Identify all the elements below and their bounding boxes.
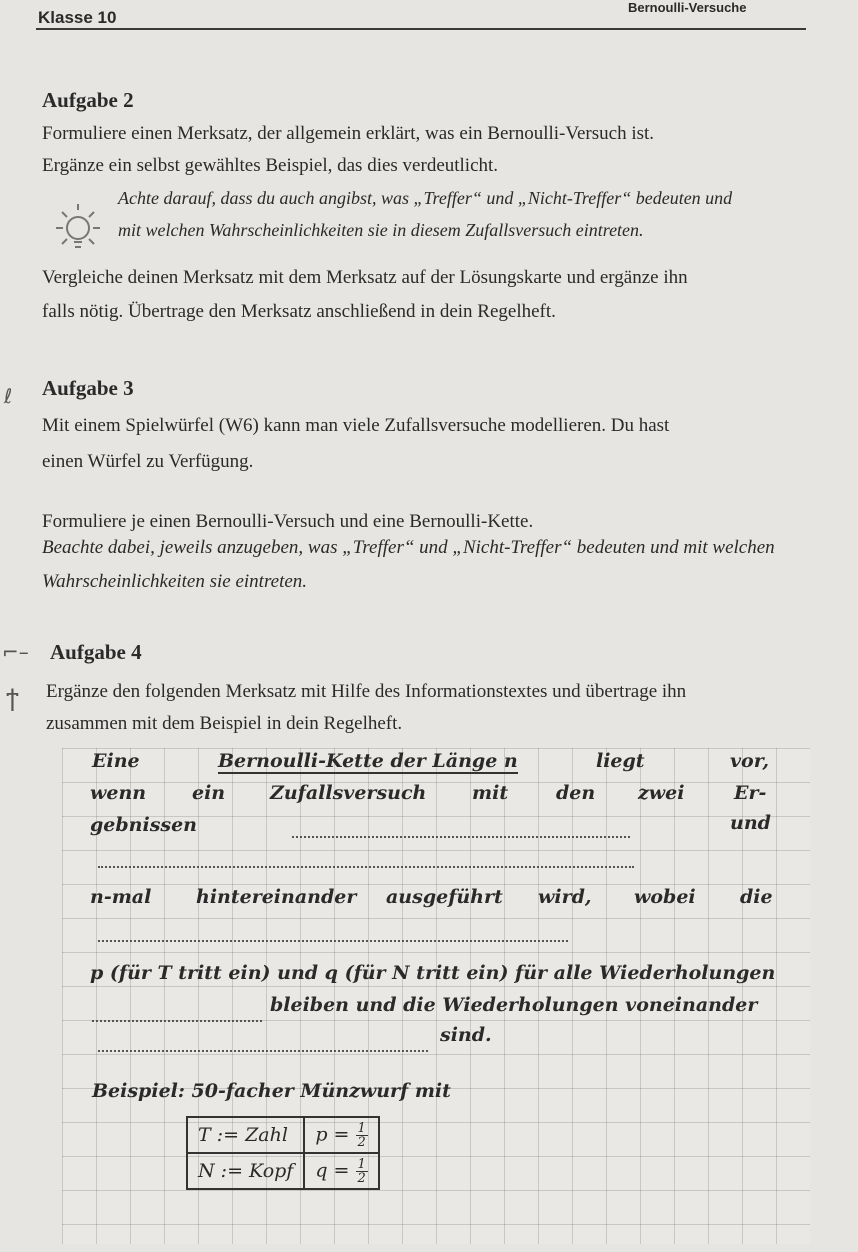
task3-line3: Formuliere je einen Bernoulli-Versuch und eine Bernoulli-Kette. <box>42 511 534 532</box>
task3-italic1: Beachte dabei, jeweils anzugeben, was „Treffer“ und „Nicht-Treffer“ bedeuten und mit welchen <box>42 537 775 558</box>
q-numerator: 1 <box>357 1156 366 1172</box>
q-cell <box>304 1153 378 1189</box>
p-var: p = <box>315 1123 350 1145</box>
q-var: q = <box>315 1159 350 1181</box>
q-denominator: 2 <box>357 1170 366 1186</box>
task4-title: Aufgabe 4 <box>50 640 142 664</box>
task4-line1: Ergänze den folgenden Merksatz mit Hilfe des Informationstextes und übertrage ihn <box>46 681 687 702</box>
fill-blank[interactable] <box>92 1020 262 1022</box>
topic-label: Bernoulli-Versuche <box>628 0 747 15</box>
merksatz-word: mit <box>472 782 509 804</box>
fill-blank[interactable] <box>98 866 634 868</box>
fill-blank[interactable] <box>98 1050 428 1052</box>
merksatz-word: sind. <box>440 1024 492 1046</box>
task2-line4: falls nötig. Übertrage den Merksatz anschließend in dein Regelheft. <box>42 301 556 322</box>
table-row <box>187 1153 379 1189</box>
fill-blank[interactable] <box>292 836 630 838</box>
dash-mark-icon: ⌐– <box>2 640 29 664</box>
p-cell <box>304 1117 378 1153</box>
p-denominator: 2 <box>357 1134 366 1150</box>
merksatz-word: ein <box>192 782 226 804</box>
example-title: Beispiel: 50-facher Münzwurf mit <box>92 1080 451 1102</box>
merksatz-word: Er- <box>734 782 767 804</box>
n-label: N := Kopf <box>198 1160 294 1182</box>
task2-line3: Vergleiche deinen Merksatz mit dem Merksatz auf der Lösungskarte und ergänze ihn <box>42 267 688 288</box>
merksatz-word: wird, <box>538 886 592 908</box>
merksatz-line: p (für T tritt ein) und q (für N tritt ein) für alle Wiederholungen <box>90 962 776 984</box>
merksatz-word: Zufallsversuch <box>270 782 427 804</box>
task2-hint2: mit welchen Wahrscheinlichkeiten sie in diesem Zufallsversuch eintreten. <box>118 220 644 240</box>
task3-title: Aufgabe 3 <box>42 376 134 400</box>
q-fraction <box>356 1158 368 1185</box>
merksatz-word: wobei <box>634 886 696 908</box>
pencil-mark-icon: ℓ <box>4 384 13 408</box>
merksatz-term: Bernoulli-Kette der Länge n <box>218 750 518 772</box>
task2-line2: Ergänze ein selbst gewähltes Beispiel, das dies verdeutlicht. <box>42 155 499 176</box>
lightbulb-icon <box>38 198 118 262</box>
n-cell <box>187 1153 304 1189</box>
task3-line2: einen Würfel zu Verfügung. <box>42 451 254 472</box>
merksatz-word: n-mal <box>90 886 152 908</box>
merksatz-word: vor, <box>730 750 769 772</box>
merksatz-word: die <box>740 886 773 908</box>
merksatz-word: den <box>556 782 596 804</box>
class-label: Klasse 10 <box>38 8 117 27</box>
merksatz-word: liegt <box>596 750 645 772</box>
merksatz-word: gebnissen <box>90 814 197 836</box>
merksatz-word: Eine <box>92 750 140 772</box>
header-divider <box>36 28 806 30</box>
merksatz-word: ausgeführt <box>386 886 503 908</box>
example-table <box>186 1116 380 1190</box>
table-row <box>187 1117 379 1153</box>
t-label: T := Zahl <box>198 1124 288 1146</box>
merksatz-word: und <box>730 812 771 834</box>
fill-blank[interactable] <box>98 940 568 942</box>
t-cell <box>187 1117 304 1153</box>
task4-line2: zusammen mit dem Beispiel in dein Regelheft. <box>46 713 403 734</box>
task2-line1: Formuliere einen Merksatz, der allgemein erklärt, was ein Bernoulli-Versuch ist. <box>42 123 655 144</box>
merksatz-word: zwei <box>638 782 685 804</box>
task2-hint1: Achte darauf, dass du auch angibst, was „Treffer“ und „Nicht-Treffer“ bedeuten und <box>118 188 733 208</box>
merksatz-word: wenn <box>90 782 147 804</box>
task3-italic2: Wahrscheinlichkeiten sie eintreten. <box>42 571 308 592</box>
task2-title: Aufgabe 2 <box>42 88 134 112</box>
cross-mark-icon: ϯ <box>6 684 19 712</box>
merksatz-word: hintereinander <box>196 886 357 908</box>
p-numerator: 1 <box>357 1120 366 1136</box>
merksatz-line: bleiben und die Wiederholungen voneinander <box>270 994 758 1016</box>
task3-line1: Mit einem Spielwürfel (W6) kann man viele Zufallsversuche modellieren. Du hast <box>42 415 670 436</box>
p-fraction <box>356 1122 368 1149</box>
